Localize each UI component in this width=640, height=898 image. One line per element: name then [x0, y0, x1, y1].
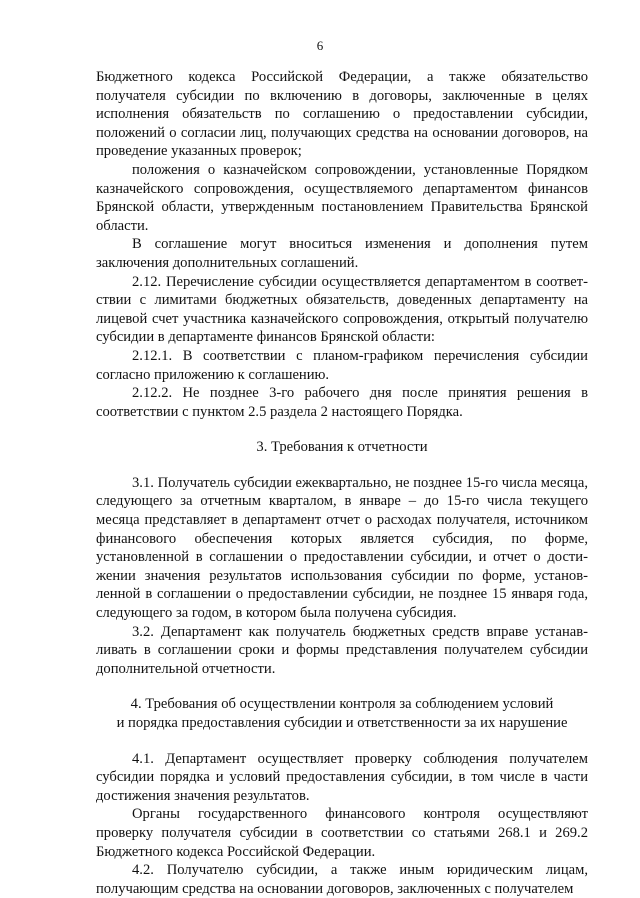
- paragraph: 2.12.2. Не позднее 3-го рабочего дня после принятия решения в соответствии с пунктом 2.5 раздела 2 настоящего Порядка.: [96, 385, 588, 420]
- paragraph: 4.2. Получателю субсидии, а также иным юридическим лицам, получающим средства на основании договоров, заключенных с получателем: [96, 862, 588, 897]
- paragraph: Органы государственного финансового контроля осуществляют проверку получателя субсидии в соответствии со статьями 268.1 и 269.2 Бюджетного кодекса Российской Федерации.: [96, 806, 588, 860]
- paragraph: 2.12.1. В соответствии с планом-графиком перечисления субсидии согласно приложению к соглашению.: [96, 347, 588, 383]
- section-heading-line: 4. Требования об осуществлении контроля за соблюдением условий: [130, 696, 554, 713]
- paragraph: 2.12. Перечисление субсидии осуществляется департаментом в соответствии с лимитами бюджетных обязательств, доведенных департаменту на лицевой счет участника казначейского сопровождения, открытый получателю субсидии в департаменте финансов Брянской области:: [96, 273, 588, 346]
- section-heading: [96, 695, 588, 732]
- text-block-section4: [96, 750, 588, 898]
- section-heading: 3. Требования к отчетности: [256, 439, 428, 456]
- paragraph: Бюджетного кодекса Российской Федерации, а также обязательство получателя субсидии по включению в договоры, заключенные в целях исполнения обязательств по соглашению о предоставлении субсидии, положений о согласии лиц, получающих средства на основании договоров, на проведение указанных проверок;: [96, 69, 588, 160]
- document-body: [96, 68, 588, 898]
- paragraph: 4.1. Департамент осуществляет проверку соблюдения получателем субсидии порядка и условий предоставления субсидии, в том числе в части достижения значения результатов.: [96, 750, 588, 804]
- page-number: 6: [316, 38, 324, 53]
- text-block-section2-tail: [96, 68, 588, 421]
- section-heading-line: и порядка предоставления субсидии и ответственности за их нарушение: [116, 715, 568, 731]
- paragraph: 3.2. Департамент как получатель бюджетных средств вправе устанавливать в соглашении сроки и формы представления получателем субсидии дополнительной отчетности.: [96, 623, 588, 677]
- paragraph: В соглашение могут вноситься изменения и дополнения путем заключения дополнительных соглашений.: [96, 236, 588, 271]
- paragraph: положения о казначейском сопровождении, установленные Порядком казначейского сопровождения, осуществляемого департаментом финансов Брянской области, утвержденным постановлением Правительства Брянской области.: [96, 161, 588, 234]
- paragraph: 3.1. Получатель субсидии ежеквартально, не позднее 15-го числа месяца, следующего за отчетным кварталом, в январе – до 15-го числа текущего месяца представляет в департамент отчет о расходах получателя, источником финансового обеспечения которых является субсидия, по форме, установленной в соглашении о предоставлении субсидии, и отчет о достижении значения результатов использования субсидии по форме, установленной в соглашении о предоставлении субсидии, не позднее 15 января года, следующего за годом, в котором была получена субсидия.: [96, 474, 588, 622]
- text-block-section3: [96, 474, 588, 679]
